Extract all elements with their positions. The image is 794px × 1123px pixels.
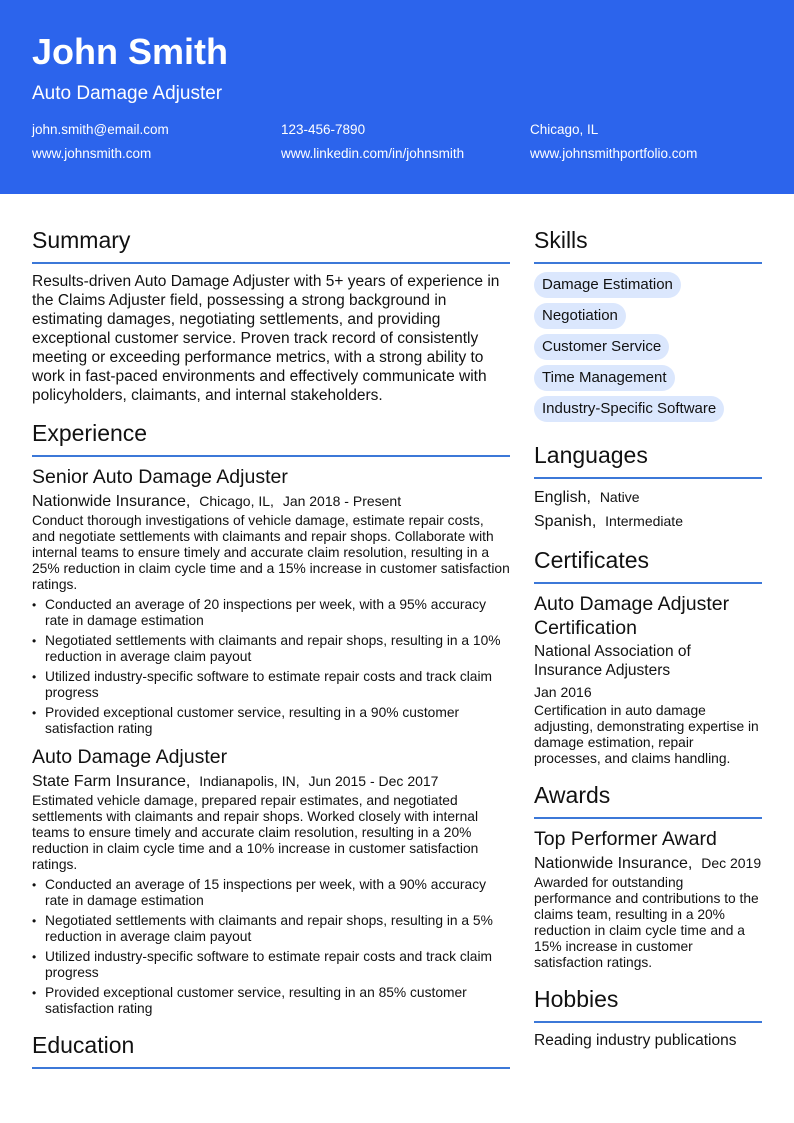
resume-header xyxy=(0,0,794,194)
certificate-entry xyxy=(534,592,762,767)
certificate-date: Jan 2016 xyxy=(534,684,592,700)
certificate-title: Auto Damage Adjuster Certification xyxy=(534,593,730,639)
job-description: Estimated vehicle damage, prepared repair estimates, and negotiated settlements with claimants and repair shops. Worked closely with internal teams to ensure timely and accurate claim resolution, resulting in a 20% reduction in claim cycle time and a 10% increase in customer satisfaction ratings. xyxy=(32,793,479,872)
languages-list xyxy=(534,487,762,532)
skill-chip: Industry-Specific Software xyxy=(534,396,724,422)
certificate-description: Certification in auto damage adjusting, demonstrating expertise in damage estimation, repair processes, and claims handling. xyxy=(534,703,759,766)
experience-heading: Experience xyxy=(32,419,510,457)
language-item xyxy=(534,487,762,508)
job-company: Nationwide Insurance, xyxy=(32,493,191,510)
location: Chicago, IL xyxy=(530,122,599,137)
language-level: Intermediate xyxy=(605,513,683,529)
job-company: State Farm Insurance, xyxy=(32,773,191,790)
job-bullet: • Provided exceptional customer service, resulting in an 85% customer satisfaction rating xyxy=(32,985,510,1017)
email-link[interactable]: john.smith@email.com xyxy=(32,122,169,137)
skill-chip: Negotiation xyxy=(534,303,626,329)
job-location: Chicago, IL, xyxy=(199,493,274,509)
award-description: Awarded for outstanding performance and contributions to the claims team, resulting in a 20% reduction in claim cycle time and a 15% increase in customer satisfaction ratings. xyxy=(534,875,759,970)
job-entry xyxy=(32,745,510,1017)
award-entry xyxy=(534,827,762,971)
job-bullet: • Conducted an average of 20 inspections per week, with a 95% accuracy rate in damage estimation xyxy=(32,597,510,629)
linkedin-link[interactable]: www.linkedin.com/in/johnsmith xyxy=(281,146,465,161)
award-org: Nationwide Insurance, xyxy=(534,855,693,872)
job-dates: Jan 2018 - Present xyxy=(282,493,402,509)
languages-heading: Languages xyxy=(534,441,762,479)
job-bullets xyxy=(32,877,510,1017)
job-bullet: • Negotiated settlements with claimants and repair shops, resulting in a 10% reduction in average claim payout xyxy=(32,633,510,665)
main-column xyxy=(32,226,510,1077)
website-link[interactable]: www.johnsmith.com xyxy=(32,146,152,161)
job-bullet: • Negotiated settlements with claimants and repair shops, resulting in a 5% reduction in average claim payout xyxy=(32,913,510,945)
portfolio-link[interactable]: www.johnsmithportfolio.com xyxy=(530,146,698,161)
language-name: English, xyxy=(534,489,591,506)
job-entry xyxy=(32,465,510,737)
candidate-name: John Smith xyxy=(32,31,228,72)
job-dates: Jun 2015 - Dec 2017 xyxy=(308,773,439,789)
job-meta xyxy=(32,771,510,792)
job-bullets xyxy=(32,597,510,737)
job-meta xyxy=(32,491,510,512)
language-level: Native xyxy=(599,489,640,505)
job-bullet: • Utilized industry-specific software to estimate repair costs and track claim progress xyxy=(32,669,510,701)
skills-heading: Skills xyxy=(534,226,762,264)
award-date: Dec 2019 xyxy=(701,855,762,871)
skill-chip: Time Management xyxy=(534,365,675,391)
job-title: Senior Auto Damage Adjuster xyxy=(32,466,288,488)
hobby-item: Reading industry publications xyxy=(534,1032,737,1049)
award-title: Top Performer Award xyxy=(534,828,717,850)
job-bullet: • Provided exceptional customer service, resulting in a 90% customer satisfaction rating xyxy=(32,705,510,737)
certificates-heading: Certificates xyxy=(534,546,762,584)
skills-list xyxy=(534,272,762,427)
award-meta xyxy=(534,853,762,874)
job-location: Indianapolis, IN, xyxy=(199,773,300,789)
skill-chip: Customer Service xyxy=(534,334,669,360)
awards-heading: Awards xyxy=(534,781,762,819)
education-heading: Education xyxy=(32,1031,510,1069)
job-bullet: • Conducted an average of 15 inspections per week, with a 90% accuracy rate in damage estimation xyxy=(32,877,510,909)
language-item xyxy=(534,511,762,532)
phone-number[interactable]: 123-456-7890 xyxy=(281,122,366,137)
language-name: Spanish, xyxy=(534,513,597,530)
candidate-role: Auto Damage Adjuster xyxy=(32,83,223,104)
certificate-org: National Association of Insurance Adjusters xyxy=(534,643,691,679)
job-title: Auto Damage Adjuster xyxy=(32,746,228,768)
summary-text: Results-driven Auto Damage Adjuster with 5+ years of experience in the Claims Adjuster field, possessing a strong background in estimating damages, negotiating settlements, and providing exceptional customer service. Proven track record of consistently meeting or exceeding performance metrics, with a strong ability to work in fast-paced environments and effectively communicate with policyholders, claimants, and internal stakeholders. xyxy=(32,273,500,404)
skill-chip: Damage Estimation xyxy=(534,272,681,298)
job-description: Conduct thorough investigations of vehicle damage, estimate repair costs, and negotiate settlements with claimants and repair shops. Collaborate with internal teams to ensure timely and accurate claim resolution, resulting in a 25% reduction in claim cycle time and a 15% increase in customer satisfaction ratings. xyxy=(32,513,510,592)
job-bullet: • Utilized industry-specific software to estimate repair costs and track claim progress xyxy=(32,949,510,981)
summary-heading: Summary xyxy=(32,226,510,264)
hobbies-heading: Hobbies xyxy=(534,985,762,1023)
side-column xyxy=(534,226,762,1051)
